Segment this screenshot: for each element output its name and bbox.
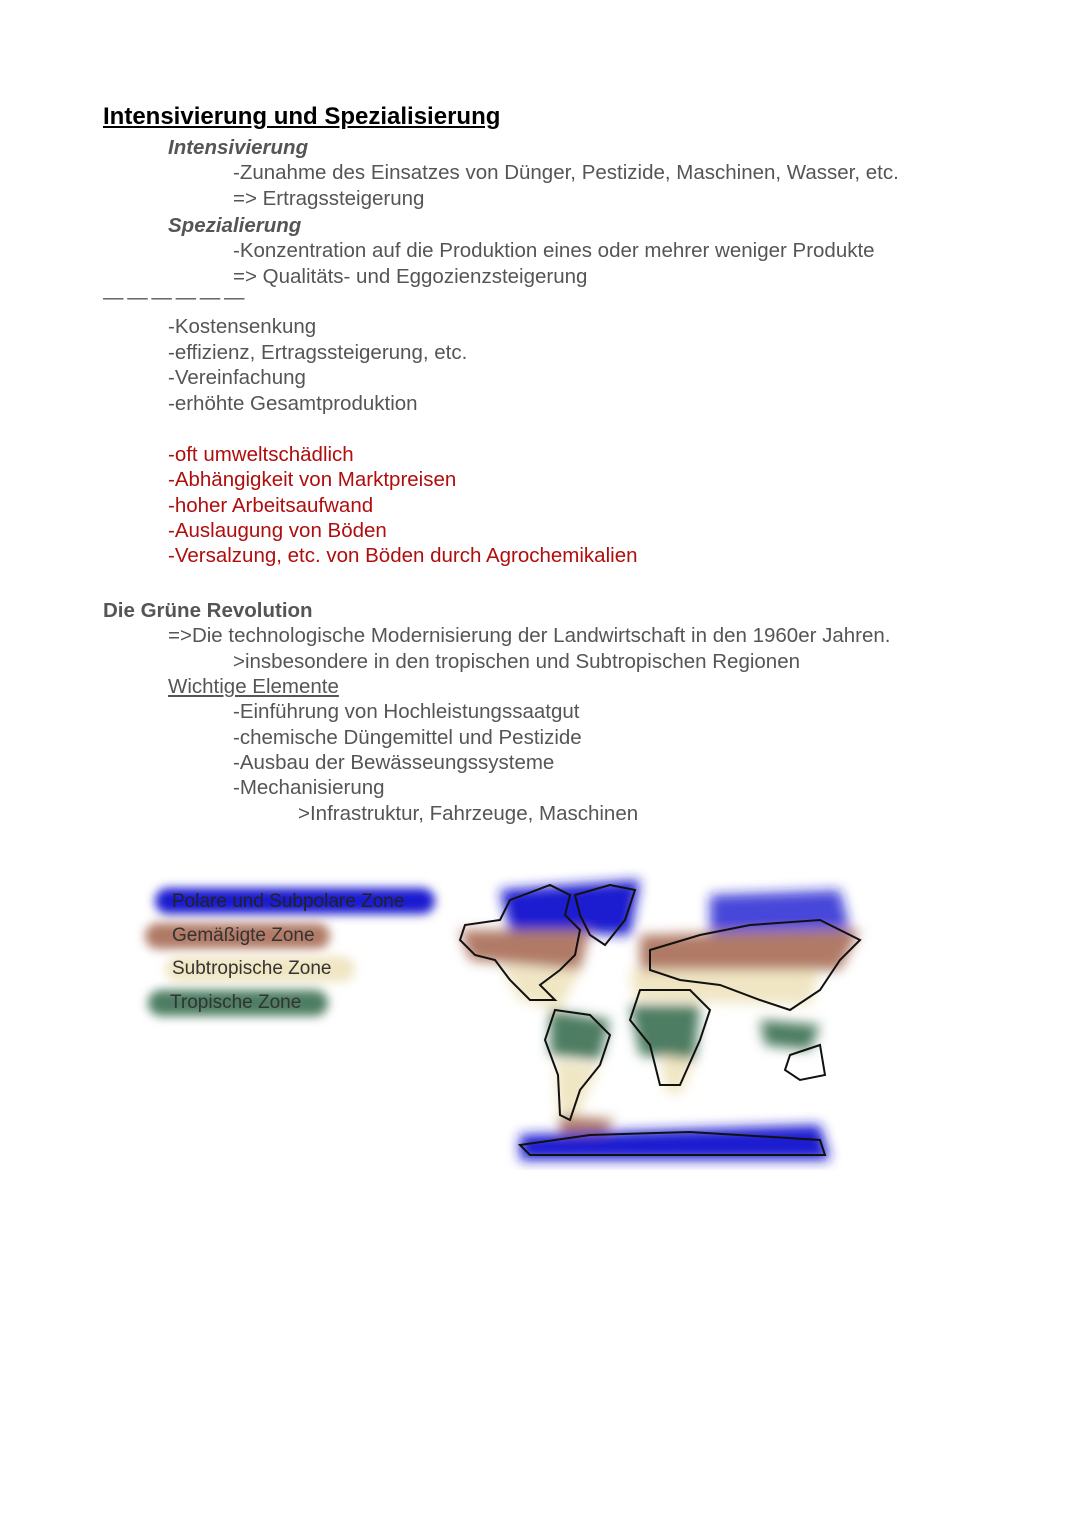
- element-item: -chemische Düngemittel und Pestizide: [233, 726, 582, 749]
- legend-label: Tropische Zone: [170, 992, 302, 1013]
- text-line: >insbesondere in den tropischen und Subtropischen Regionen: [233, 650, 801, 673]
- definition-line: =>Die technologische Modernisierung der Landwirtschaft in den 1960er Jahren.: [168, 624, 891, 647]
- dashed-divider: — — — — — —: [103, 286, 244, 309]
- world-map-climate-zones: [440, 860, 890, 1170]
- disadvantage-item: -Versalzung, etc. von Böden durch Agrochemikalien: [168, 544, 638, 567]
- legend-label: Polare und Subpolare Zone: [172, 891, 405, 912]
- advantage-item: -erhöhte Gesamtproduktion: [168, 392, 418, 415]
- advantage-item: -Vereinfachung: [168, 366, 306, 389]
- text-line: -Konzentration auf die Produktion eines oder mehrer weniger Produkte: [233, 239, 875, 262]
- element-item: -Ausbau der Bewässeungssysteme: [233, 751, 555, 774]
- text-line: => Ertragssteigerung: [233, 187, 425, 210]
- legend-label: Gemäßigte Zone: [172, 925, 315, 946]
- subheading-intensivierung: Intensivierung: [168, 136, 309, 159]
- elements-heading: Wichtige Elemente: [168, 675, 339, 698]
- page-title: Intensivierung und Spezialisierung: [103, 103, 501, 130]
- text-line: -Zunahme des Einsatzes von Dünger, Pestizide, Maschinen, Wasser, etc.: [233, 161, 899, 184]
- section-heading-gruene-revolution: Die Grüne Revolution: [103, 599, 313, 622]
- disadvantage-item: -Abhängigkeit von Marktpreisen: [168, 468, 457, 491]
- element-item: -Mechanisierung: [233, 776, 385, 799]
- subheading-spezialisierung: Spezialierung: [168, 214, 302, 237]
- legend-label: Subtropische Zone: [172, 958, 332, 979]
- advantage-item: -effizienz, Ertragssteigerung, etc.: [168, 341, 468, 364]
- element-subitem: >Infrastruktur, Fahrzeuge, Maschinen: [298, 802, 639, 825]
- text-line: => Qualitäts- und Eggozienzsteigerung: [233, 265, 588, 288]
- disadvantage-item: -Auslaugung von Böden: [168, 519, 387, 542]
- disadvantage-item: -oft umweltschädlich: [168, 443, 354, 466]
- advantage-item: -Kostensenkung: [168, 315, 317, 338]
- disadvantage-item: -hoher Arbeitsaufwand: [168, 494, 374, 517]
- element-item: -Einführung von Hochleistungssaatgut: [233, 700, 580, 723]
